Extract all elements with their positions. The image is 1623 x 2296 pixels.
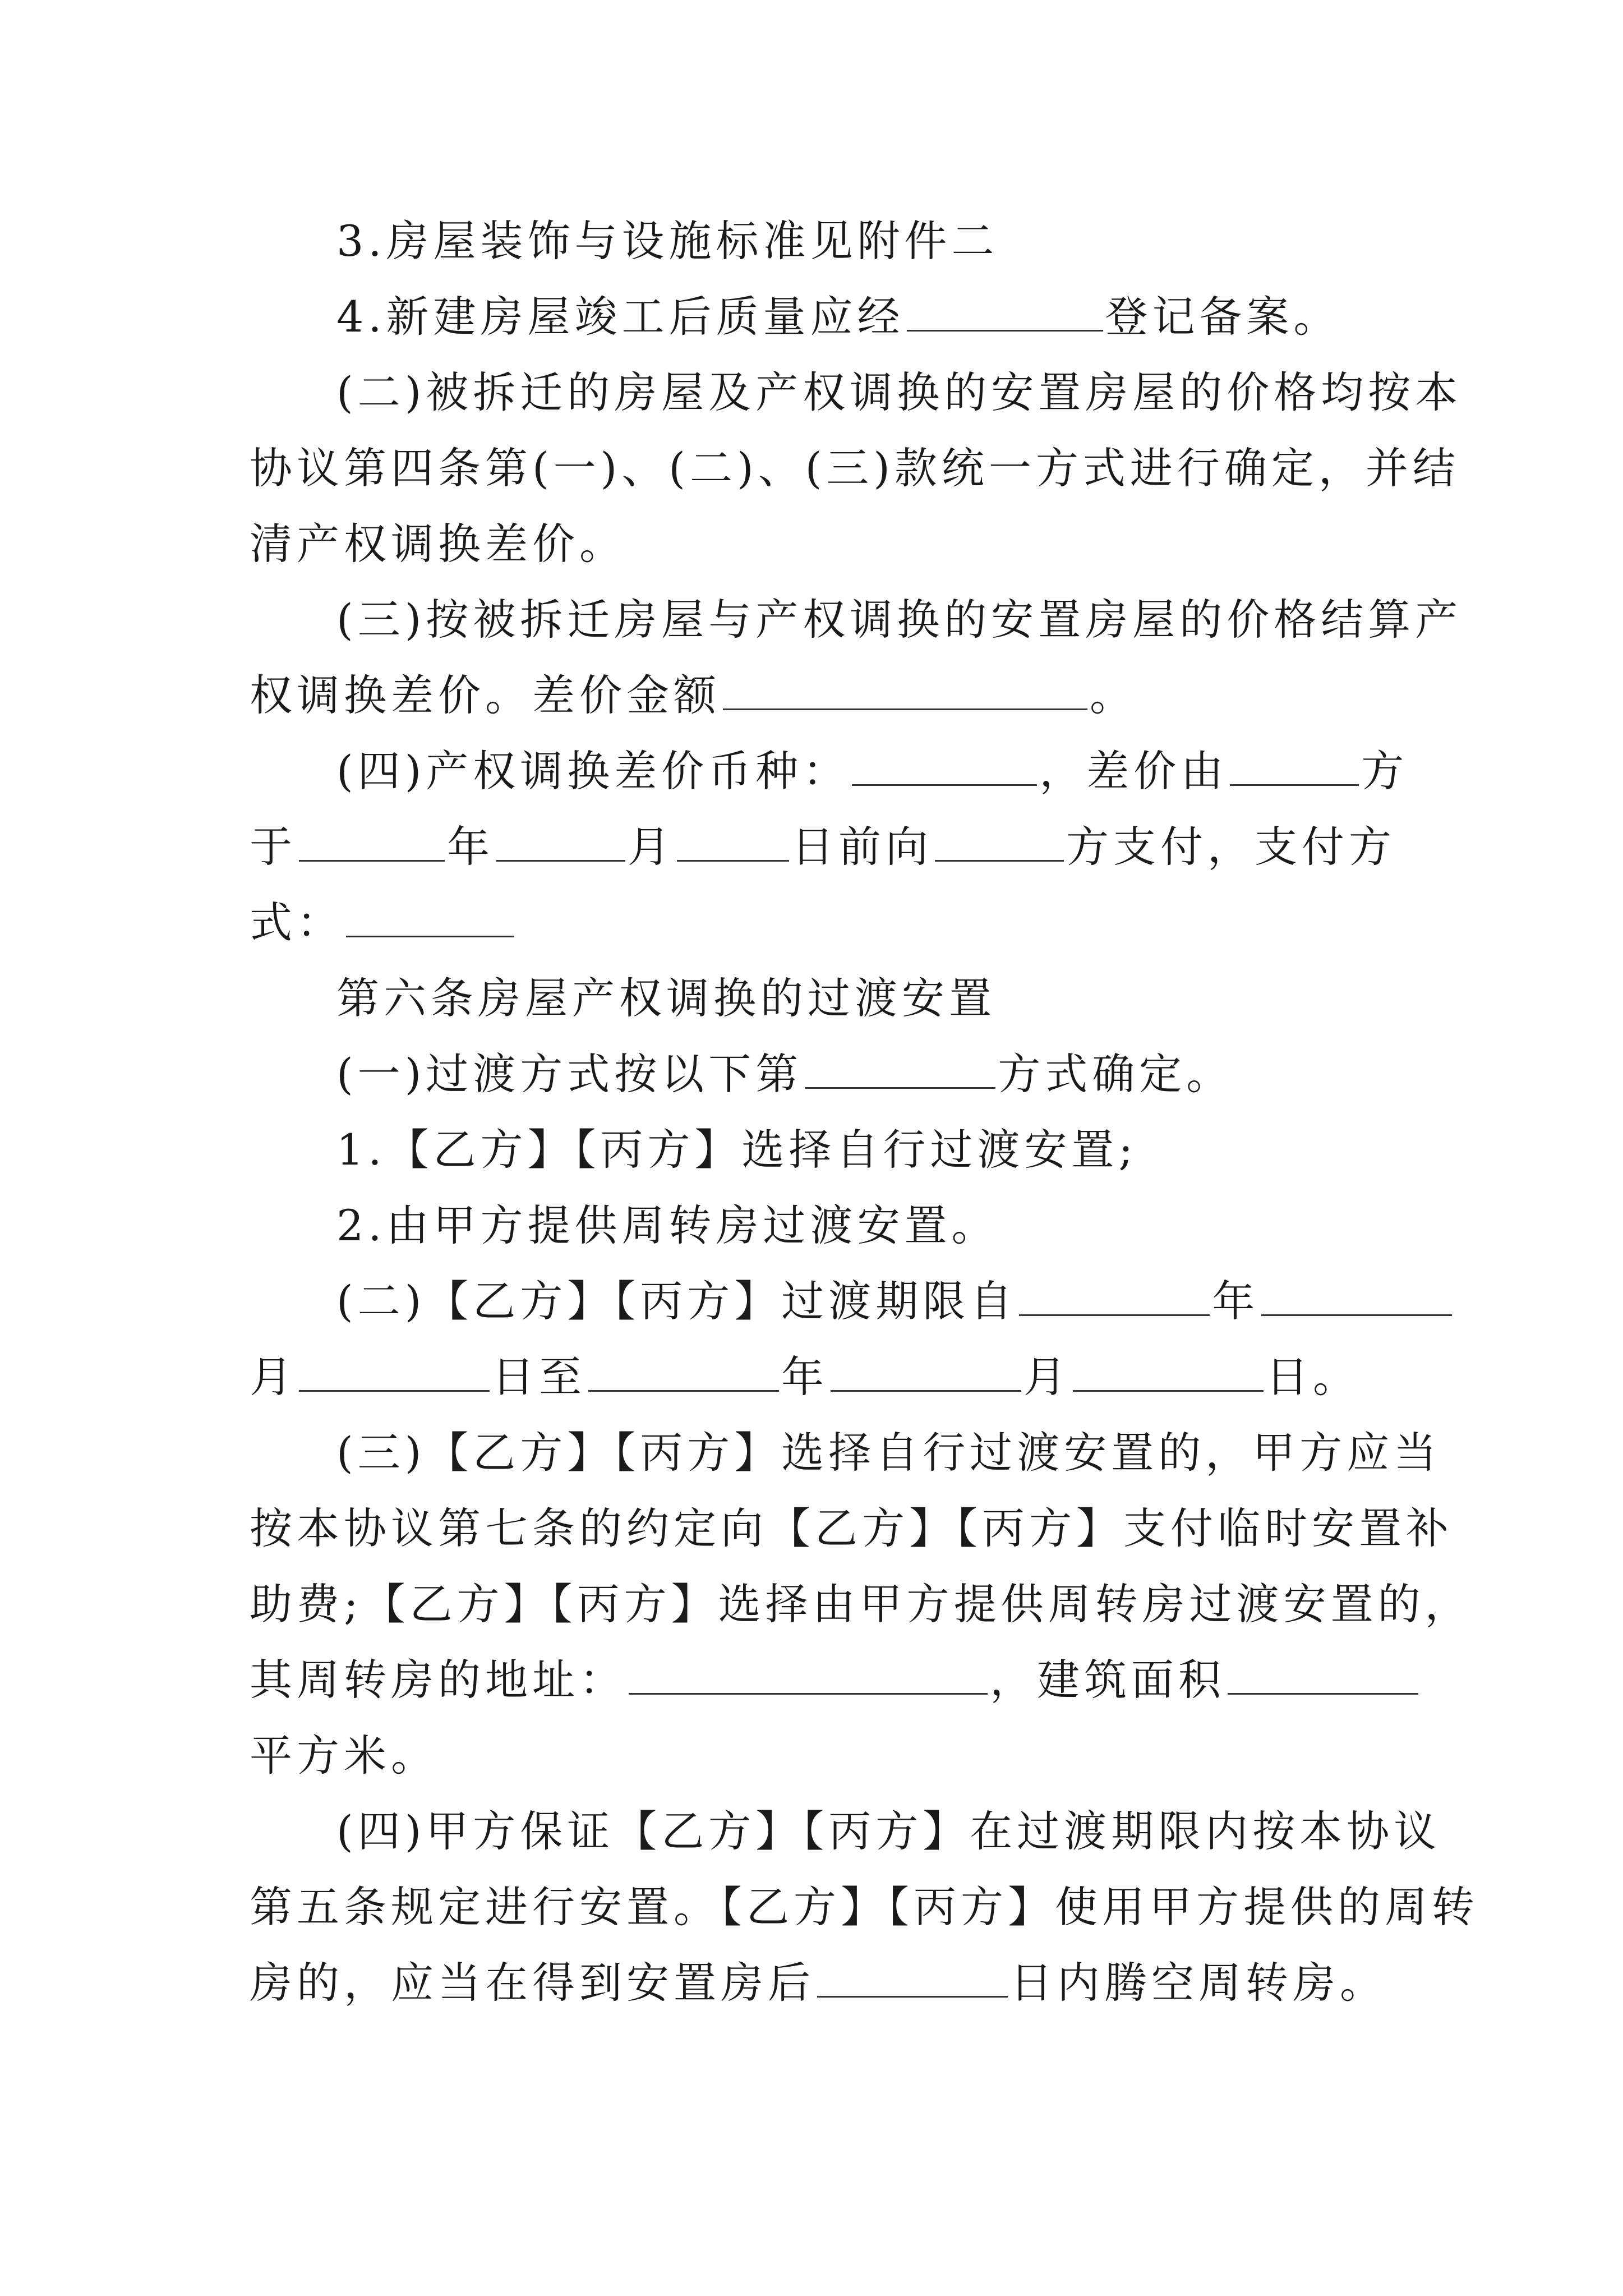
blank-field: [1019, 1278, 1210, 1316]
blank-field: [817, 1960, 1008, 1998]
blank-field: [346, 900, 514, 937]
blank-field: [805, 1051, 995, 1089]
blank-field: [629, 1657, 988, 1695]
text-line: (三)按被拆迁房屋与产权调换的安置房屋的价格结算产: [336, 595, 1463, 645]
text-line: 助费;【乙方】【丙方】选择由甲方提供周转房过渡安置的，: [250, 1579, 1472, 1629]
text-line: (四)甲方保证【乙方】【丙方】在过渡期限内按本协议: [336, 1806, 1441, 1856]
text-line: (二)被拆迁的房屋及产权调换的安置房屋的价格均按本: [336, 367, 1463, 417]
text-line: 房的，应当在得到安置房后 日内腾空周转房。: [250, 1958, 1387, 2008]
text-line: (二)【乙方】【丙方】过渡期限自 年: [336, 1273, 1454, 1329]
text-line: 式：: [250, 895, 517, 951]
blank-field: [907, 294, 1103, 332]
blank-field: [299, 824, 445, 862]
blank-field: [1228, 1657, 1418, 1695]
blank-field: [299, 1354, 490, 1392]
text-line: 3.房屋装饰与设施标准见附件二: [336, 216, 999, 266]
text-line: 协议第四条第(一)、(二)、(三)款统一方式进行确定，并结: [250, 443, 1460, 493]
text-line: (一)过渡方式按以下第 方式确定。: [336, 1049, 1234, 1099]
text-line: (四)产权调换差价币种： ，差价由 方: [336, 746, 1409, 796]
text-line: 2.由甲方提供周转房过渡安置。: [336, 1200, 999, 1250]
blank-field: [723, 673, 1087, 710]
section-heading: 第六条房屋产权调换的过渡安置: [336, 973, 996, 1023]
blank-field: [1261, 1278, 1452, 1316]
text-line: (三)【乙方】【丙方】选择自行过渡安置的，甲方应当: [336, 1428, 1441, 1478]
blank-field: [1230, 748, 1359, 786]
blank-field: [852, 748, 1037, 786]
blank-field: [496, 824, 625, 862]
text-line: 第五条规定进行安置。【乙方】【丙方】使用甲方提供的周转: [250, 1882, 1479, 1932]
text-line: 清产权调换差价。: [250, 519, 626, 569]
text-line: 月 日至 年 月 日。: [250, 1352, 1360, 1402]
blank-field: [1073, 1354, 1264, 1392]
blank-field: [677, 824, 789, 862]
blank-field: [831, 1354, 1021, 1392]
text-line: 其周转房的地址： ，建筑面积: [250, 1652, 1421, 1708]
text-line: 权调换差价。差价金额 。: [250, 670, 1137, 720]
text-line: 于 年 月 日前向 方支付，支付方: [250, 822, 1396, 872]
blank-field: [588, 1354, 779, 1392]
text-line: 4.新建房屋竣工后质量应经 登记备案。: [336, 292, 1341, 342]
blank-field: [935, 824, 1064, 862]
text-line: 平方米。: [250, 1731, 438, 1780]
text-line: 按本协议第七条的约定向【乙方】【丙方】支付临时安置补: [250, 1503, 1453, 1553]
text-line: 1.【乙方】【丙方】选择自行过渡安置;: [336, 1125, 1138, 1175]
